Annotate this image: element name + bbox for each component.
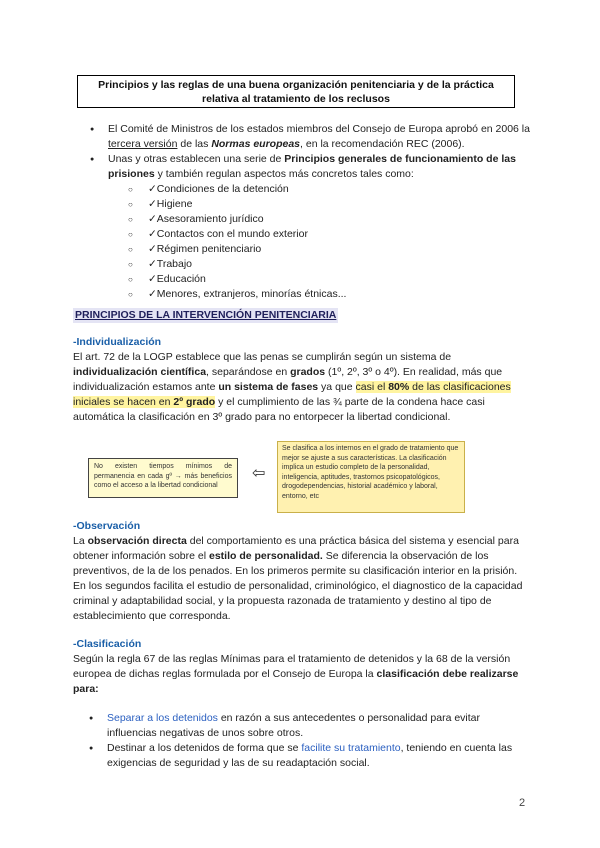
link-text: facilite su tratamiento: [301, 742, 401, 754]
section-title: PRINCIPIOS DE LA INTERVENCIÓN PENITENCIARIA: [75, 309, 337, 321]
clasificacion-paragraph: Según la regla 67 de las reglas Mínimas para el tratamiento de detenidos y la 68 de la versión europea de dichas reglas formulada por el Consejo de Europa la clasificación debe realizarse para:: [73, 653, 519, 695]
list-item: ○ ✓Régimen penitenciario: [108, 242, 530, 257]
intro-bullet-1: ● El Comité de Ministros de los estados miembros del Consejo de Europa aprobó en 2006 la tercera versión de las Normas europeas, en la recomendación REC (2006).: [90, 122, 530, 152]
link-text: Separar a los detenidos: [107, 712, 218, 724]
note-box-left: No existen tiempos mínimos de permanencia en cada gº → más beneficios como el acceso a la libertad condicional: [88, 458, 238, 498]
list-item: ○ ✓Higiene: [108, 197, 530, 212]
individualizacion-section: [73, 335, 528, 425]
page-number: 2: [519, 797, 526, 809]
individualizacion-heading: -Individualización: [73, 336, 162, 348]
bold-text: Principios generales de funcionamiento de las prisiones: [108, 153, 516, 180]
observacion-heading: -Observación: [73, 520, 141, 532]
list-item: ○ ✓Contactos con el mundo exterior: [108, 227, 530, 242]
title-line-1: Principios y las reglas de una buena organización penitenciaria y de la práctica: [98, 79, 494, 91]
list-item: ○ ✓Trabajo: [108, 257, 530, 272]
list-item: ○ ✓Condiciones de la detención: [108, 182, 530, 197]
clasificacion-heading: -Clasificación: [73, 638, 142, 650]
clasificacion-list: [89, 711, 528, 771]
intro-list: [90, 122, 530, 302]
underlined-text: tercera versión: [108, 138, 178, 150]
individualizacion-paragraph: El art. 72 de la LOGP establece que las penas se cumplirán según un sistema de individualización científica, separándose en grados (1º, 2º, 3º o 4º). En realidad, más que individualización estamos ante un sistema de fases ya que casi el 80% de las clasificaciones iniciales se hacen en 2º grado y el cumplimiento de las ¾ parte de la condena hace casi automática la clasificación en 3º grado para no entorpecer la libertad condicional.: [73, 351, 511, 423]
observacion-paragraph: La observación directa del comportamiento es una práctica básica del sistema y esencial para obtener información sobre el estilo de personalidad. Se diferencia la observación de los preventivos, de la de los penados. En los primeros permite su clasificación interior en la prisión. En los segundos facilita el estudio de personalidad, criminológico, el diagnostico de la capacidad criminal y adaptabilidad social, y la propuesta razonada de tratamiento y destino al tipo de establecimiento que corresponda.: [73, 535, 523, 622]
document-title-box: [77, 75, 515, 108]
list-item: ● Destinar a los detenidos de forma que se facilite su tratamiento, teniendo en cuenta las exigencias de seguridad y las de su readaptación social.: [89, 741, 528, 771]
list-item: ○ ✓Asesoramiento jurídico: [108, 212, 530, 227]
highlighted-text: casi el 80% de las clasificaciones iniciales se hacen en 2º grado: [73, 381, 511, 408]
list-item: ● Separar a los detenidos en razón a sus antecedentes o personalidad para evitar influencias negativas de unos sobre otros.: [89, 711, 528, 741]
observacion-section: [73, 519, 528, 624]
bold-italic-text: Normas europeas: [211, 138, 301, 150]
clasificacion-section: [73, 637, 528, 771]
intro-bullet-2: ● Unas y otras establecen una serie de Principios generales de funcionamiento de las prisiones y también regulan aspectos más concretos tales como: ○ ✓Condiciones de la detención ○ ✓Higiene ○ ✓Asesoramiento jurídico ○ ✓Contactos con el mundo exterior ○ ✓Régimen penitenciario ○ ✓Trabajo ○ ✓Educación ○ ✓Menores, extranjeros, minorías étnicas...: [90, 152, 530, 302]
aspects-list: [108, 182, 530, 302]
list-item: ○ ✓Educación: [108, 272, 530, 287]
list-item: ○ ✓Menores, extranjeros, minorías étnicas...: [108, 287, 530, 302]
arrow-left-icon: ⇦: [252, 465, 266, 482]
note-box-right: Se clasifica a los internos en el grado de tratamiento que mejor se ajuste a sus características. La clasificación implica un estudio completo de la personalidad, inteligencia, aptitudes, trastornos psicopatológicos, drogodependencias, historial académico y laboral, entorno, etc: [277, 441, 465, 513]
title-line-2: relativa al tratamiento de los reclusos: [202, 93, 390, 105]
